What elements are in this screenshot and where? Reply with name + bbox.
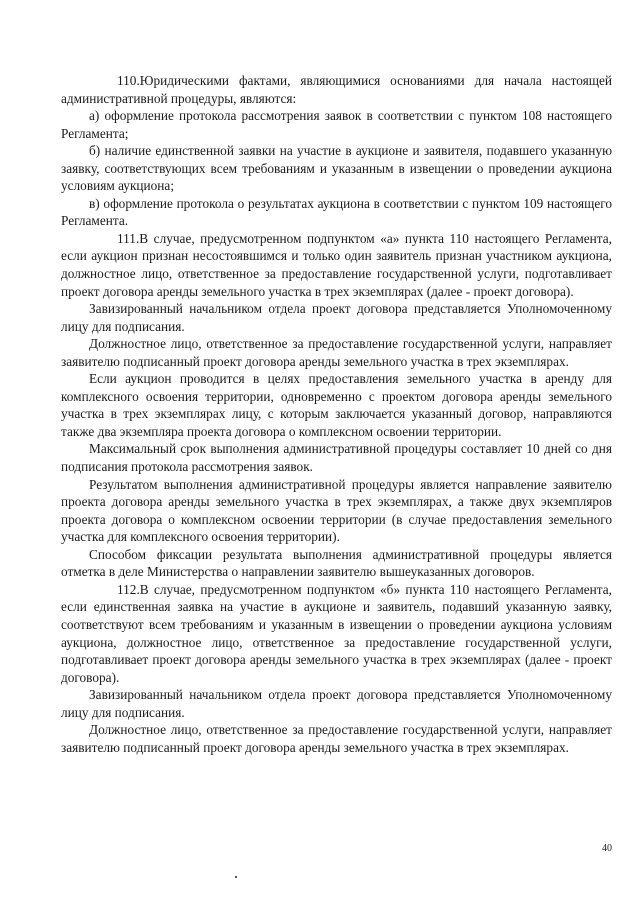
paragraph-text: Юридическими фактами, являющимися основаниями для начала настоящей административной процедуры, являются: xyxy=(61,73,612,106)
paragraph-text: а) оформление протокола рассмотрения заявок в соответствии с пунктом 108 настоящего Регламента; xyxy=(61,108,612,141)
paragraph-number: 111. xyxy=(117,230,140,246)
paragraph-112 xyxy=(61,581,612,686)
paragraph xyxy=(61,721,612,756)
paragraph xyxy=(61,686,612,721)
paragraph xyxy=(61,370,612,440)
paragraph xyxy=(61,300,612,335)
paragraph-text: Завизированный начальником отдела проект договора представляется Уполномоченному лицу для подписания. xyxy=(61,301,612,334)
paragraph-text: Максимальный срок выполнения административной процедуры составляет 10 дней со дня подписания протокола рассмотрения заявок. xyxy=(61,441,612,475)
paragraph-text: Должностное лицо, ответственное за предоставление государственной услуги, направляет заявителю подписанный проект договора аренды земельного участка в трех экземплярах. xyxy=(61,336,612,369)
paragraph-text: Если аукцион проводится в целях предоставления земельного участка в аренду для комплексного освоения территории, одновременно с проектом договора аренды земельного участка в трех экземплярах лицу, с которым заключается указанный договор, направляются также два экземпляра проекта договора о комплексном освоении территории. xyxy=(61,371,612,439)
paragraph-text: В случае, предусмотренном подпунктом «а» пункта 110 настоящего Регламента, если аукцион признан несостоявшимся и только один заявитель признан участником аукциона, должностное лицо, ответственное за предоставление государственной услуги, подготавливает проект договора аренды земельного участка в трех экземплярах (далее - проект договора). xyxy=(61,230,612,299)
paragraph xyxy=(61,476,612,546)
paragraph-number: 112. xyxy=(117,581,140,597)
paragraph-text: Способом фиксации результата выполнения административной процедуры является отметка в деле Министерства о направлении заявителю вышеуказанных договоров. xyxy=(61,546,612,580)
document-body xyxy=(61,72,612,756)
paragraph-text: Результатом выполнения административной процедуры является направление заявителю проекта договора аренды земельного участка в трех экземплярах, а также двух экземпляров проекта договора о комплексном освоении территории (в случае предоставления земельного участка для комплексного освоения территории). xyxy=(61,476,612,545)
paragraph-number: 110. xyxy=(117,73,140,88)
paragraph-110-a xyxy=(61,107,612,142)
paragraph-text: Завизированный начальником отдела проект договора представляется Уполномоченному лицу для подписания. xyxy=(61,687,612,720)
paragraph-110 xyxy=(61,72,612,107)
scan-speck xyxy=(235,876,237,878)
paragraph xyxy=(61,335,612,370)
paragraph-text: в) оформление протокола о результатах аукциона в соответствии с пунктом 109 настоящего Регламента. xyxy=(61,195,612,229)
paragraph-111 xyxy=(61,230,612,300)
paragraph xyxy=(61,440,612,475)
page-number: 40 xyxy=(602,843,612,854)
paragraph-text: В случае, предусмотренном подпунктом «б» пункта 110 настоящего Регламента, если единственная заявка на участие в аукционе и заявитель, подавший указанную заявку, соответствуют всем требованиям и указанным в извещении о проведении аукциона условиям аукциона, должностное лицо, ответственное за предоставление государственной услуги, подготавливает проект договора аренды земельного участка в трех экземплярах (далее - проект договора). xyxy=(61,581,612,685)
paragraph-110-b xyxy=(61,142,612,195)
paragraph xyxy=(61,546,612,581)
paragraph-text: б) наличие единственной заявки на участие в аукционе и заявителя, подавшего указанную заявку, соответствующих всем требованиям и указанным в извещении о проведении аукциона условиям аукциона; xyxy=(61,143,612,194)
paragraph-text: Должностное лицо, ответственное за предоставление государственной услуги, направляет заявителю подписанный проект договора аренды земельного участка в трех экземплярах. xyxy=(61,722,612,755)
paragraph-110-v xyxy=(61,195,612,230)
